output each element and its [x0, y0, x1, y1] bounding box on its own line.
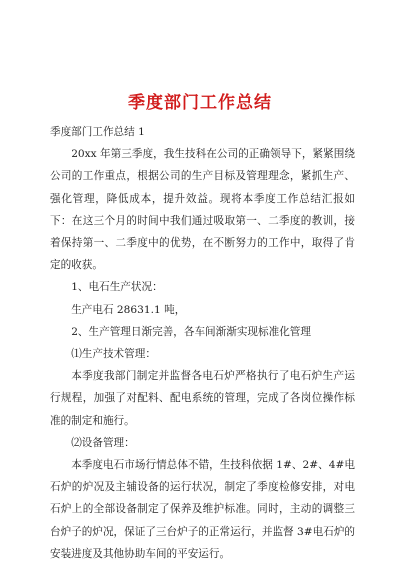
subheading-equipment: ⑵设备管理：	[71, 436, 135, 449]
subheading-technical: ⑴生产技术管理：	[71, 348, 156, 361]
document-title: 季度部门工作总结	[128, 93, 272, 113]
item-heading-production: 1、电石生产状况：	[71, 281, 163, 294]
document-body	[50, 121, 355, 565]
technical-paragraph: 本季度我部门制定并监督各电石炉严格执行了电石炉生产运行规程，加强了对配料、配电系统的管理，完成了各岗位操作标准的制定和施行。	[50, 370, 355, 427]
intro-paragraph: 20xx 年第三季度，我生技科在公司的正确领导下，紧紧围绕公司的工作重点，根据公司的生产目标及管理理念，紧抓生产、强化管理，降低成本，提升效益。现将本季度工作总结汇报如下：在这三个月的时间中我们通过吸取第一、二季度的教训，接着保持第一、二季度中的优势，在不断努力的工作中，取得了肯定的收获。	[50, 148, 355, 272]
equipment-paragraph: 本季度电石市场行情总体不错，生技科依据 1#、2#、4#电石炉的炉况及主辅设备的运行状况，制定了季度检修安排，对电石炉上的全部设备制定了保养及维护标准。同时，主动的调整三台炉子的炉况，保证了三台炉子的正常运行，并监督 3#电石炉的安装进度及其他协助车间的平安运行。	[50, 459, 356, 560]
section-heading: 季度部门工作总结 1	[50, 126, 145, 138]
production-output: 生产电石 28631.1 吨，	[71, 303, 186, 316]
item-heading-management: 2、生产管理日渐完善，各车间渐渐实现标准化管理	[71, 325, 311, 338]
